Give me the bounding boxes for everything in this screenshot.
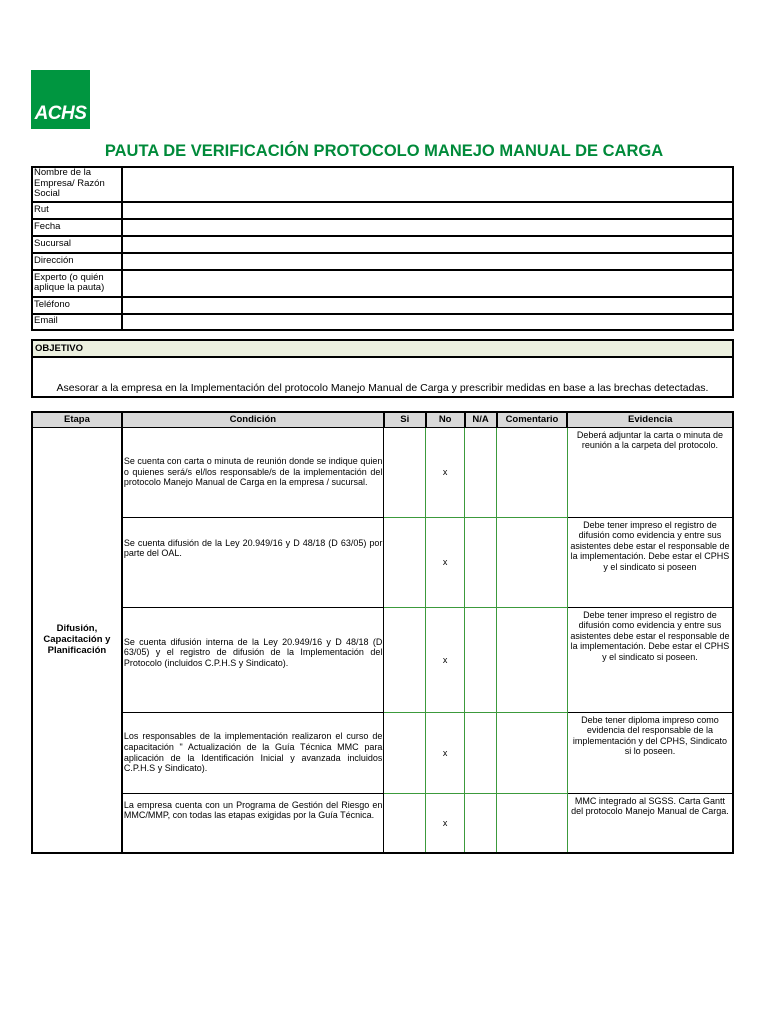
info-label: Teléfono	[32, 297, 122, 314]
evidencia-cell: Debe tener impreso el registro de difusión como evidencia y entre sus asistentes debe estar el responsable de la implementación. Debe estar el CPHS y el sindicato si poseen	[567, 517, 733, 607]
evidencia-cell: Debe tener diploma impreso como evidencia del responsable de la implementación y del CPHS, Sindicato si lo poseen.	[567, 712, 733, 793]
condicion-cell: La empresa cuenta con un Programa de Gestión del Riesgo en MMC/MMP, con todas las etapas exigidas por la Guía Técnica.	[122, 793, 384, 853]
condicion-cell: Los responsables de la implementación realizaron el curso de capacitación " Actualización de la Guía Técnica MMC para aplicación de la Identificación Inicial y avanzada incluidos C.P.H.S y Sindicato).	[122, 712, 384, 793]
info-label: Experto (o quién aplique la pauta)	[32, 270, 122, 297]
evidencia-cell: MMC integrado al SGSS. Carta Gantt del protocolo Manejo Manual de Carga.	[567, 793, 733, 853]
no-cell[interactable]: x	[426, 427, 465, 517]
table-row	[32, 607, 733, 712]
si-cell[interactable]	[384, 517, 426, 607]
si-cell[interactable]	[384, 712, 426, 793]
info-row-fecha	[32, 219, 733, 236]
info-row-direccion	[32, 253, 733, 270]
info-value-email[interactable]	[122, 314, 733, 330]
info-label: Sucursal	[32, 236, 122, 253]
company-info-table	[31, 166, 734, 331]
etapa-cell: Difusión, Capacitación y Planificación	[32, 427, 122, 853]
objetivo-text: Asesorar a la empresa en la Implementación del protocolo Manejo Manual de Carga y prescribir medidas en base a las brechas detectadas.	[32, 357, 733, 397]
info-value-rut[interactable]	[122, 202, 733, 219]
no-cell[interactable]: x	[426, 607, 465, 712]
page-title: PAUTA DE VERIFICACIÓN PROTOCOLO MANEJO MANUAL DE CARGA	[104, 142, 664, 160]
objetivo-heading: OBJETIVO	[32, 340, 733, 357]
header-comentario: Comentario	[497, 412, 568, 427]
comentario-cell[interactable]	[497, 517, 568, 607]
info-row-telefono	[32, 297, 733, 314]
header-na: N/A	[465, 412, 497, 427]
logo-text: ACHS	[34, 103, 87, 124]
comentario-cell[interactable]	[497, 793, 568, 853]
header-etapa: Etapa	[32, 412, 122, 427]
na-cell[interactable]	[465, 712, 497, 793]
info-label: Nombre de la Empresa/ Razón Social	[32, 167, 122, 202]
info-value-experto[interactable]	[122, 270, 733, 297]
info-value-sucursal[interactable]	[122, 236, 733, 253]
na-cell[interactable]	[465, 607, 497, 712]
header-condicion: Condición	[122, 412, 384, 427]
verification-table	[31, 411, 734, 854]
table-row	[32, 712, 733, 793]
info-row-sucursal	[32, 236, 733, 253]
na-cell[interactable]	[465, 517, 497, 607]
na-cell[interactable]	[465, 427, 497, 517]
achs-logo	[31, 70, 90, 129]
table-header-row	[32, 412, 733, 427]
info-value-direccion[interactable]	[122, 253, 733, 270]
comentario-cell[interactable]	[497, 712, 568, 793]
si-cell[interactable]	[384, 793, 426, 853]
table-row	[32, 517, 733, 607]
table-row	[32, 427, 733, 517]
info-row-experto	[32, 270, 733, 297]
info-value-telefono[interactable]	[122, 297, 733, 314]
condicion-cell: Se cuenta difusión de la Ley 20.949/16 y D 48/18 (D 63/05) por parte del OAL.	[122, 517, 384, 607]
info-row-email	[32, 314, 733, 330]
info-label: Email	[32, 314, 122, 330]
no-cell[interactable]: x	[426, 793, 465, 853]
si-cell[interactable]	[384, 427, 426, 517]
info-value-empresa[interactable]	[122, 167, 733, 202]
table-row	[32, 793, 733, 853]
condicion-cell: Se cuenta con carta o minuta de reunión donde se indique quien o quienes será/s el/los responsable/s de la implementación del protocolo Manejo Manual de Carga en la empresa / sucursal.	[122, 427, 384, 517]
na-cell[interactable]	[465, 793, 497, 853]
header-si: Si	[384, 412, 426, 427]
info-row-empresa	[32, 167, 733, 202]
info-label: Rut	[32, 202, 122, 219]
comentario-cell[interactable]	[497, 607, 568, 712]
condicion-cell: Se cuenta difusión interna de la Ley 20.949/16 y D 48/18 (D 63/05) y el registro de difusión de la Implementación del Protocolo (incluidos C.P.H.S y Sindicato).	[122, 607, 384, 712]
evidencia-cell: Deberá adjuntar la carta o minuta de reunión a la carpeta del protocolo.	[567, 427, 733, 517]
si-cell[interactable]	[384, 607, 426, 712]
header-no: No	[426, 412, 465, 427]
no-cell[interactable]: x	[426, 712, 465, 793]
info-row-rut	[32, 202, 733, 219]
info-value-fecha[interactable]	[122, 219, 733, 236]
comentario-cell[interactable]	[497, 427, 568, 517]
evidencia-cell: Debe tener impreso el registro de difusión como evidencia y entre sus asistentes debe estar el responsable de la implementación. Debe estar el CPHS y el sindicato si poseen.	[567, 607, 733, 712]
info-label: Fecha	[32, 219, 122, 236]
no-cell[interactable]: x	[426, 517, 465, 607]
header-evidencia: Evidencia	[567, 412, 733, 427]
objetivo-table	[31, 339, 734, 398]
info-label: Dirección	[32, 253, 122, 270]
